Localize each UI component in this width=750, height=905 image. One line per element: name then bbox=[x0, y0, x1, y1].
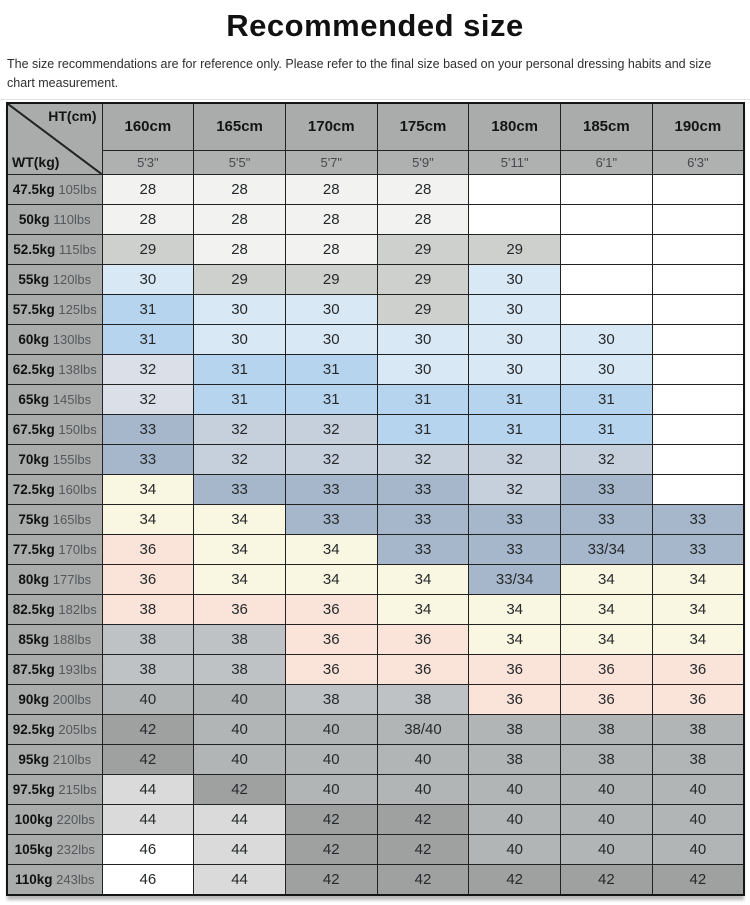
table-row bbox=[7, 504, 744, 534]
size-cell: 32 bbox=[194, 414, 286, 444]
size-cell: 34 bbox=[469, 624, 561, 654]
size-cell: 44 bbox=[102, 804, 194, 834]
size-cell bbox=[652, 444, 744, 474]
table-row bbox=[7, 174, 744, 204]
weight-label bbox=[7, 684, 102, 714]
height-header-row bbox=[7, 103, 744, 151]
table-row bbox=[7, 774, 744, 804]
size-cell: 40 bbox=[561, 774, 653, 804]
weight-kg: 95kg bbox=[18, 751, 50, 767]
size-cell: 40 bbox=[469, 834, 561, 864]
weight-lbs: 138lbs bbox=[54, 361, 97, 377]
size-cell: 34 bbox=[194, 564, 286, 594]
size-cell: 30 bbox=[194, 294, 286, 324]
size-cell: 33 bbox=[377, 534, 469, 564]
size-cell: 30 bbox=[469, 294, 561, 324]
table-row bbox=[7, 414, 744, 444]
size-cell: 40 bbox=[194, 744, 286, 774]
size-cell: 32 bbox=[469, 474, 561, 504]
size-cell bbox=[652, 234, 744, 264]
table-row bbox=[7, 474, 744, 504]
weight-lbs: 182lbs bbox=[54, 601, 97, 617]
size-cell: 40 bbox=[285, 774, 377, 804]
size-cell: 42 bbox=[377, 864, 469, 895]
size-cell: 33 bbox=[194, 474, 286, 504]
size-cell: 38 bbox=[652, 744, 744, 774]
weight-kg: 60kg bbox=[18, 331, 50, 347]
weight-kg: 50kg bbox=[18, 211, 50, 227]
weight-lbs: 205lbs bbox=[54, 721, 97, 737]
size-cell: 30 bbox=[561, 354, 653, 384]
size-cell: 28 bbox=[194, 204, 286, 234]
size-cell: 31 bbox=[377, 384, 469, 414]
table-header bbox=[7, 103, 744, 175]
weight-kg: 85kg bbox=[18, 631, 50, 647]
size-cell bbox=[652, 474, 744, 504]
size-cell: 38 bbox=[469, 714, 561, 744]
size-cell: 32 bbox=[377, 444, 469, 474]
weight-lbs: 177lbs bbox=[49, 571, 92, 587]
weight-label bbox=[7, 774, 102, 804]
weight-kg: 100kg bbox=[14, 811, 53, 827]
size-cell: 42 bbox=[377, 804, 469, 834]
size-cell: 38 bbox=[652, 714, 744, 744]
weight-label bbox=[7, 744, 102, 774]
size-cell: 34 bbox=[285, 564, 377, 594]
weight-label bbox=[7, 564, 102, 594]
corner-wt-label: WT(kg) bbox=[12, 153, 60, 170]
weight-kg: 97.5kg bbox=[12, 781, 55, 797]
size-cell bbox=[561, 264, 653, 294]
size-cell: 28 bbox=[285, 174, 377, 204]
size-cell: 33 bbox=[285, 474, 377, 504]
size-cell bbox=[652, 414, 744, 444]
size-cell: 38 bbox=[561, 744, 653, 774]
weight-kg: 70kg bbox=[18, 451, 50, 467]
weight-label bbox=[7, 504, 102, 534]
size-cell: 28 bbox=[285, 234, 377, 264]
size-cell bbox=[652, 324, 744, 354]
table-row bbox=[7, 444, 744, 474]
size-cell: 42 bbox=[285, 804, 377, 834]
size-cell: 40 bbox=[377, 744, 469, 774]
weight-label bbox=[7, 624, 102, 654]
size-cell: 32 bbox=[102, 384, 194, 414]
size-cell: 34 bbox=[194, 504, 286, 534]
size-cell: 31 bbox=[377, 414, 469, 444]
size-cell: 40 bbox=[194, 684, 286, 714]
divider bbox=[0, 99, 750, 100]
table-row bbox=[7, 684, 744, 714]
weight-label bbox=[7, 354, 102, 384]
weight-label bbox=[7, 834, 102, 864]
height-feet-header: 6'3" bbox=[652, 150, 744, 174]
size-cell: 29 bbox=[469, 234, 561, 264]
size-cell: 44 bbox=[194, 864, 286, 895]
size-cell: 30 bbox=[377, 354, 469, 384]
size-table bbox=[6, 102, 745, 896]
size-cell: 40 bbox=[561, 804, 653, 834]
size-cell: 28 bbox=[102, 174, 194, 204]
size-cell: 42 bbox=[102, 714, 194, 744]
weight-lbs: 125lbs bbox=[54, 301, 97, 317]
weight-label bbox=[7, 534, 102, 564]
size-cell: 36 bbox=[652, 654, 744, 684]
size-cell bbox=[469, 174, 561, 204]
size-cell: 29 bbox=[377, 264, 469, 294]
size-cell bbox=[652, 294, 744, 324]
size-cell: 33 bbox=[377, 504, 469, 534]
table-row bbox=[7, 354, 744, 384]
table-row bbox=[7, 744, 744, 774]
size-cell bbox=[469, 204, 561, 234]
size-cell: 40 bbox=[469, 774, 561, 804]
size-cell: 32 bbox=[285, 414, 377, 444]
height-feet-header: 5'7" bbox=[285, 150, 377, 174]
weight-kg: 105kg bbox=[14, 841, 53, 857]
size-cell: 36 bbox=[194, 594, 286, 624]
size-cell: 33 bbox=[652, 534, 744, 564]
weight-lbs: 165lbs bbox=[49, 511, 92, 527]
weight-kg: 80kg bbox=[18, 571, 50, 587]
size-cell: 42 bbox=[285, 864, 377, 895]
size-cell: 42 bbox=[377, 834, 469, 864]
weight-label bbox=[7, 594, 102, 624]
height-header: 180cm bbox=[469, 103, 561, 151]
size-cell: 30 bbox=[377, 324, 469, 354]
size-cell: 42 bbox=[652, 864, 744, 895]
weight-lbs: 220lbs bbox=[52, 811, 95, 827]
weight-lbs: 210lbs bbox=[49, 751, 92, 767]
weight-kg: 62.5kg bbox=[12, 361, 55, 377]
size-cell: 31 bbox=[469, 384, 561, 414]
size-cell: 38 bbox=[377, 684, 469, 714]
size-cell bbox=[652, 204, 744, 234]
size-cell: 36 bbox=[102, 534, 194, 564]
size-cell: 33 bbox=[469, 534, 561, 564]
table-row bbox=[7, 264, 744, 294]
size-cell: 42 bbox=[561, 864, 653, 895]
weight-kg: 72.5kg bbox=[12, 481, 55, 497]
size-cell bbox=[561, 294, 653, 324]
size-cell: 28 bbox=[102, 204, 194, 234]
size-cell: 42 bbox=[469, 864, 561, 895]
weight-kg: 75kg bbox=[18, 511, 50, 527]
size-cell: 38 bbox=[194, 654, 286, 684]
weight-kg: 87.5kg bbox=[12, 661, 55, 677]
height-header: 160cm bbox=[102, 103, 194, 151]
weight-lbs: 215lbs bbox=[54, 781, 97, 797]
size-cell bbox=[561, 174, 653, 204]
weight-label bbox=[7, 804, 102, 834]
size-cell: 30 bbox=[469, 354, 561, 384]
table-row bbox=[7, 534, 744, 564]
height-feet-header: 5'3" bbox=[102, 150, 194, 174]
size-cell: 30 bbox=[194, 324, 286, 354]
weight-label bbox=[7, 414, 102, 444]
corner-cell bbox=[7, 103, 102, 175]
size-cell: 36 bbox=[652, 684, 744, 714]
size-cell: 38 bbox=[102, 624, 194, 654]
weight-lbs: 105lbs bbox=[54, 181, 97, 197]
size-cell: 44 bbox=[194, 804, 286, 834]
weight-label bbox=[7, 864, 102, 895]
table-body bbox=[7, 174, 744, 895]
weight-kg: 55kg bbox=[18, 271, 50, 287]
table-row bbox=[7, 594, 744, 624]
size-cell: 30 bbox=[469, 264, 561, 294]
weight-kg: 47.5kg bbox=[12, 181, 55, 197]
weight-kg: 90kg bbox=[18, 691, 50, 707]
size-cell: 33 bbox=[377, 474, 469, 504]
weight-label bbox=[7, 204, 102, 234]
size-cell: 38 bbox=[194, 624, 286, 654]
disclaimer-text: The size recommendations are for reference only. Please refer to the final size based on your personal dressing habits and size chart measurement. bbox=[7, 57, 712, 90]
size-cell: 34 bbox=[652, 624, 744, 654]
height-header: 175cm bbox=[377, 103, 469, 151]
weight-label bbox=[7, 714, 102, 744]
table-row bbox=[7, 714, 744, 744]
size-cell: 29 bbox=[102, 234, 194, 264]
size-cell: 29 bbox=[194, 264, 286, 294]
size-cell: 40 bbox=[285, 744, 377, 774]
size-cell: 38/40 bbox=[377, 714, 469, 744]
height-feet-header: 5'9" bbox=[377, 150, 469, 174]
table-row bbox=[7, 294, 744, 324]
size-cell: 46 bbox=[102, 834, 194, 864]
size-cell: 34 bbox=[377, 564, 469, 594]
height-header: 165cm bbox=[194, 103, 286, 151]
weight-label bbox=[7, 384, 102, 414]
size-cell: 40 bbox=[652, 804, 744, 834]
height-header: 185cm bbox=[561, 103, 653, 151]
weight-kg: 82.5kg bbox=[12, 601, 55, 617]
size-cell: 42 bbox=[102, 744, 194, 774]
size-cell: 36 bbox=[102, 564, 194, 594]
size-cell: 40 bbox=[377, 774, 469, 804]
weight-lbs: 160lbs bbox=[54, 481, 97, 497]
size-cell: 40 bbox=[652, 834, 744, 864]
weight-label bbox=[7, 294, 102, 324]
size-cell: 38 bbox=[561, 714, 653, 744]
size-cell: 32 bbox=[469, 444, 561, 474]
size-cell: 32 bbox=[561, 444, 653, 474]
size-cell: 33/34 bbox=[561, 534, 653, 564]
size-cell: 36 bbox=[561, 654, 653, 684]
size-cell: 32 bbox=[102, 354, 194, 384]
size-cell: 33 bbox=[102, 444, 194, 474]
size-cell: 36 bbox=[561, 684, 653, 714]
size-cell: 31 bbox=[194, 384, 286, 414]
weight-kg: 67.5kg bbox=[12, 421, 55, 437]
size-cell: 29 bbox=[377, 234, 469, 264]
size-cell: 40 bbox=[469, 804, 561, 834]
size-cell: 30 bbox=[285, 324, 377, 354]
size-cell: 36 bbox=[285, 624, 377, 654]
size-cell: 28 bbox=[377, 204, 469, 234]
size-cell: 44 bbox=[102, 774, 194, 804]
size-cell: 31 bbox=[561, 414, 653, 444]
size-cell: 33/34 bbox=[469, 564, 561, 594]
size-cell: 30 bbox=[285, 294, 377, 324]
weight-kg: 77.5kg bbox=[12, 541, 55, 557]
weight-label bbox=[7, 174, 102, 204]
size-cell: 31 bbox=[469, 414, 561, 444]
table-row bbox=[7, 384, 744, 414]
size-cell: 28 bbox=[377, 174, 469, 204]
table-row bbox=[7, 324, 744, 354]
size-cell: 36 bbox=[285, 654, 377, 684]
weight-lbs: 120lbs bbox=[49, 271, 92, 287]
weight-label bbox=[7, 444, 102, 474]
weight-lbs: 193lbs bbox=[54, 661, 97, 677]
size-cell: 34 bbox=[652, 594, 744, 624]
size-cell bbox=[652, 174, 744, 204]
size-cell: 36 bbox=[469, 684, 561, 714]
size-cell bbox=[561, 204, 653, 234]
corner-ht-label: HT(cm) bbox=[48, 107, 97, 124]
size-cell: 30 bbox=[102, 264, 194, 294]
size-cell: 30 bbox=[469, 324, 561, 354]
height-header: 190cm bbox=[652, 103, 744, 151]
height-feet-header: 5'11" bbox=[469, 150, 561, 174]
weight-label bbox=[7, 474, 102, 504]
weight-kg: 57.5kg bbox=[12, 301, 55, 317]
size-cell: 42 bbox=[285, 834, 377, 864]
size-cell: 40 bbox=[102, 684, 194, 714]
weight-lbs: 150lbs bbox=[54, 421, 97, 437]
size-cell: 31 bbox=[102, 324, 194, 354]
size-cell: 38 bbox=[102, 594, 194, 624]
size-cell: 29 bbox=[285, 264, 377, 294]
weight-kg: 92.5kg bbox=[12, 721, 55, 737]
size-cell: 31 bbox=[561, 384, 653, 414]
height-feet-header: 6'1" bbox=[561, 150, 653, 174]
size-cell bbox=[652, 354, 744, 384]
table-row bbox=[7, 204, 744, 234]
size-cell: 40 bbox=[561, 834, 653, 864]
table-row bbox=[7, 834, 744, 864]
weight-lbs: 200lbs bbox=[49, 691, 92, 707]
size-cell: 33 bbox=[561, 504, 653, 534]
weight-lbs: 115lbs bbox=[55, 241, 97, 257]
size-cell: 36 bbox=[469, 654, 561, 684]
weight-lbs: 110lbs bbox=[49, 211, 91, 227]
size-cell: 36 bbox=[377, 654, 469, 684]
size-cell: 34 bbox=[377, 594, 469, 624]
size-chart-page bbox=[0, 8, 750, 896]
size-cell: 38 bbox=[469, 744, 561, 774]
weight-kg: 52.5kg bbox=[13, 241, 56, 257]
size-cell: 32 bbox=[285, 444, 377, 474]
size-cell: 36 bbox=[377, 624, 469, 654]
height-header: 170cm bbox=[285, 103, 377, 151]
height-feet-row bbox=[7, 150, 744, 174]
weight-lbs: 243lbs bbox=[52, 871, 95, 887]
size-cell: 46 bbox=[102, 864, 194, 895]
size-cell: 36 bbox=[285, 594, 377, 624]
size-cell: 33 bbox=[561, 474, 653, 504]
size-cell: 29 bbox=[377, 294, 469, 324]
size-cell: 34 bbox=[194, 534, 286, 564]
table-row bbox=[7, 804, 744, 834]
weight-label bbox=[7, 654, 102, 684]
size-cell: 34 bbox=[102, 474, 194, 504]
size-cell: 33 bbox=[652, 504, 744, 534]
size-cell: 40 bbox=[652, 774, 744, 804]
size-cell: 31 bbox=[285, 384, 377, 414]
size-cell: 30 bbox=[561, 324, 653, 354]
size-cell bbox=[561, 234, 653, 264]
size-cell: 33 bbox=[102, 414, 194, 444]
table-row bbox=[7, 654, 744, 684]
weight-label bbox=[7, 234, 102, 264]
size-cell: 40 bbox=[194, 714, 286, 744]
size-cell: 34 bbox=[285, 534, 377, 564]
size-cell bbox=[652, 264, 744, 294]
size-cell: 32 bbox=[194, 444, 286, 474]
table-row bbox=[7, 234, 744, 264]
weight-lbs: 130lbs bbox=[49, 331, 92, 347]
size-cell: 28 bbox=[285, 204, 377, 234]
size-cell: 44 bbox=[194, 834, 286, 864]
size-cell: 34 bbox=[652, 564, 744, 594]
height-feet-header: 5'5" bbox=[194, 150, 286, 174]
size-cell: 28 bbox=[194, 174, 286, 204]
size-cell: 33 bbox=[285, 504, 377, 534]
weight-lbs: 155lbs bbox=[49, 451, 92, 467]
size-cell: 31 bbox=[285, 354, 377, 384]
size-cell: 34 bbox=[469, 594, 561, 624]
size-cell: 34 bbox=[561, 594, 653, 624]
size-cell: 42 bbox=[194, 774, 286, 804]
size-cell: 38 bbox=[285, 684, 377, 714]
size-cell bbox=[652, 384, 744, 414]
table-row bbox=[7, 624, 744, 654]
weight-lbs: 145lbs bbox=[49, 391, 92, 407]
page-title: Recommended size bbox=[226, 8, 524, 43]
size-cell: 38 bbox=[102, 654, 194, 684]
size-cell: 34 bbox=[561, 624, 653, 654]
weight-lbs: 170lbs bbox=[54, 541, 97, 557]
weight-label bbox=[7, 264, 102, 294]
table-row bbox=[7, 564, 744, 594]
size-cell: 34 bbox=[102, 504, 194, 534]
weight-lbs: 188lbs bbox=[49, 631, 92, 647]
size-cell: 31 bbox=[194, 354, 286, 384]
table-row bbox=[7, 864, 744, 895]
weight-kg: 110kg bbox=[15, 871, 53, 887]
size-cell: 40 bbox=[285, 714, 377, 744]
weight-kg: 65kg bbox=[18, 391, 50, 407]
size-cell: 34 bbox=[561, 564, 653, 594]
size-cell: 28 bbox=[194, 234, 286, 264]
size-cell: 33 bbox=[469, 504, 561, 534]
weight-label bbox=[7, 324, 102, 354]
weight-lbs: 232lbs bbox=[52, 841, 95, 857]
size-cell: 31 bbox=[102, 294, 194, 324]
